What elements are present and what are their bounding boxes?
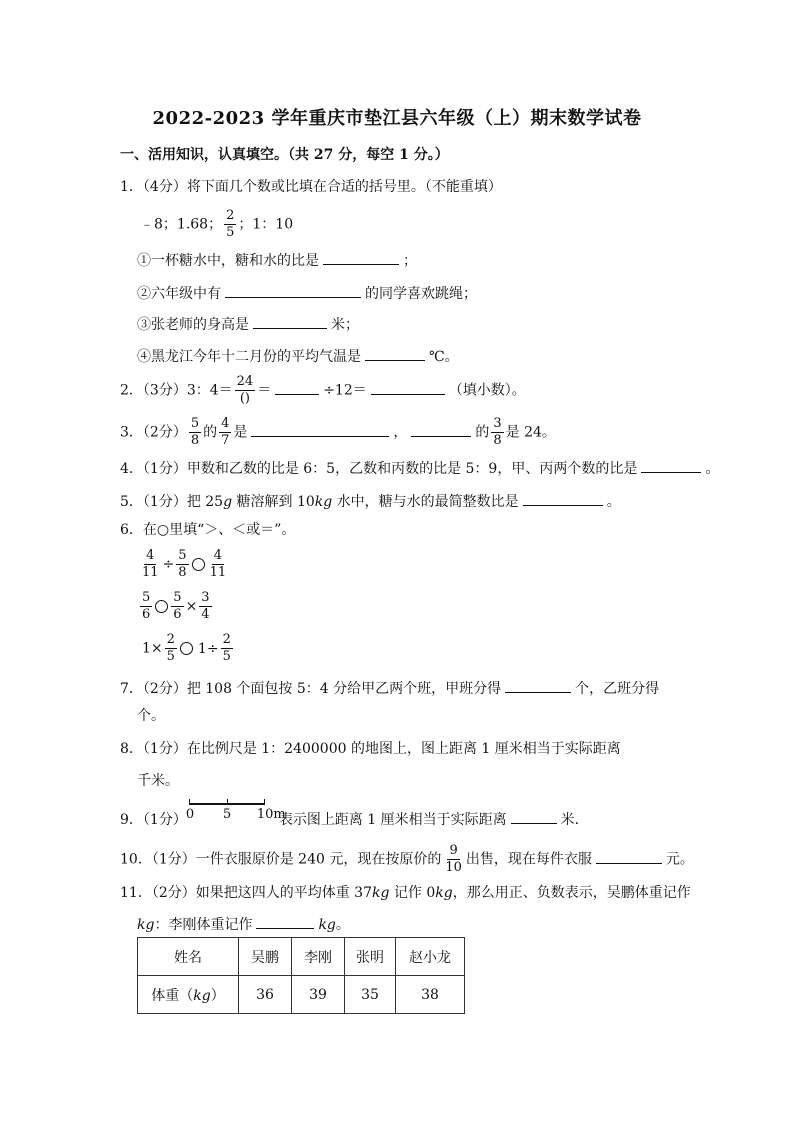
compare-circle[interactable] (155, 600, 168, 613)
question-5: 5．（1分）把 25g 糖溶解到 10kg 水中，糖与水的最简整数比是 。 (120, 489, 621, 512)
table-header-cell: 吴鹏 (239, 938, 292, 976)
question-11: 11．（2分）如果把这四人的平均体重 37kg 记作 0kg，那么用正、负数表示，吴鹏体重记作 (120, 885, 691, 901)
answer-blank[interactable] (641, 456, 701, 473)
question-10: 10．（1分）一件衣服原价是 240 元，现在按原价的 $\frac{9}{10}$ 出售，现在每件衣服 元。 (120, 843, 694, 875)
answer-blank[interactable] (411, 420, 471, 437)
question-1-item-1: ①一杯糖水中，糖和水的比是 ； (137, 248, 417, 271)
compare-circle[interactable] (180, 642, 193, 655)
table-row-label: 体重（kg） (138, 976, 239, 1014)
answer-blank[interactable] (596, 847, 662, 864)
question-11-cont: kg：李刚体重记作 kg。 (137, 912, 350, 935)
question-6-stem: 6．在○里填“＞、＜或＝”。 (120, 522, 296, 538)
answer-blank[interactable] (251, 420, 389, 437)
numbers-text: ；1：10 (238, 216, 294, 233)
section-heading-1: 一、活用知识，认真填空。（共 27 分，每空 1 分。） (120, 147, 449, 163)
question-1-item-2: ②六年级中有 的同学喜欢跳绳； (137, 281, 477, 304)
answer-blank[interactable] (371, 378, 445, 395)
question-2: 2．（3分）3：4＝ $\frac{24}{()}$ ＝ ÷12＝ （填小数）。 (120, 374, 526, 406)
question-7-cont: 个。 (137, 708, 165, 724)
answer-blank[interactable] (253, 312, 327, 329)
question-6-row-1: $\frac{4}{11}$ ÷ $\frac{5}{8}$ $\frac{4}{11}$ (142, 548, 227, 580)
question-1-numbers (140, 208, 293, 241)
table-row (138, 976, 465, 1014)
question-3: 3．（2分） $\frac{5}{8}$ 的 $\frac{4}{7}$ 是 ， 的 $\frac{3}{8}$ 是 24。 (120, 416, 556, 448)
question-6-row-2: $\frac{5}{6}$ $\frac{5}{6}$ × $\frac{3}{4}$ (142, 590, 210, 622)
page-title: 2022-2023 学年重庆市垫江县六年级（上）期末数学试卷 (152, 108, 642, 129)
question-4: 4．（1分）甲数和乙数的比是 6：5，乙数和丙数的比是 5：9，甲、丙两个数的比是 。 (120, 456, 719, 479)
answer-blank[interactable] (505, 676, 571, 693)
fraction: $\frac{2}{5}$ (226, 208, 235, 240)
table-cell: 39 (292, 976, 345, 1014)
table-header-cell: 张明 (345, 938, 396, 976)
question-8-cont: 千米。 (137, 773, 179, 789)
question-1-item-4: ④黑龙江今年十二月份的平均气温是 ℃。 (137, 344, 459, 367)
answer-blank[interactable] (275, 378, 319, 395)
table-header-cell: 姓名 (138, 938, 239, 976)
compare-circle[interactable] (192, 558, 205, 571)
question-6-row-3: 1× $\frac{2}{5}$ 1÷ $\frac{2}{5}$ (142, 632, 231, 664)
numbers-text: ﹣8；1.68； (140, 216, 223, 233)
question-7: 7．（2分）把 108 个面包按 5：4 分给甲乙两个班，甲班分得 个，乙班分得 (120, 676, 659, 699)
answer-blank[interactable] (511, 807, 557, 824)
question-8: 8．（1分）在比例尺是 1：2400000 的地图上，图上距离 1 厘米相当于实际距离 (120, 741, 621, 757)
question-9: 9．（1分） 0 5 10m 表示图上距离 1 厘米相当于实际距离 米. (120, 807, 579, 830)
table-cell: 38 (396, 976, 465, 1014)
scale-bar: 0 5 10m (187, 803, 269, 825)
answer-blank[interactable] (256, 912, 314, 929)
answer-blank[interactable] (365, 344, 425, 361)
answer-blank[interactable] (523, 489, 603, 506)
answer-blank[interactable] (225, 281, 361, 298)
table-cell: 36 (239, 976, 292, 1014)
fraction: $\frac{24}{()}$ (236, 374, 254, 406)
question-1-item-3: ③张老师的身高是 米； (137, 312, 359, 335)
weight-table (137, 937, 465, 1014)
question-1-stem: 1．（4分）将下面几个数或比填在合适的括号里。（不能重填） (120, 179, 502, 195)
answer-blank[interactable] (323, 248, 399, 265)
table-cell: 35 (345, 976, 396, 1014)
table-header-cell: 李刚 (292, 938, 345, 976)
table-header-row (138, 938, 465, 976)
table-header-cell: 赵小龙 (396, 938, 465, 976)
